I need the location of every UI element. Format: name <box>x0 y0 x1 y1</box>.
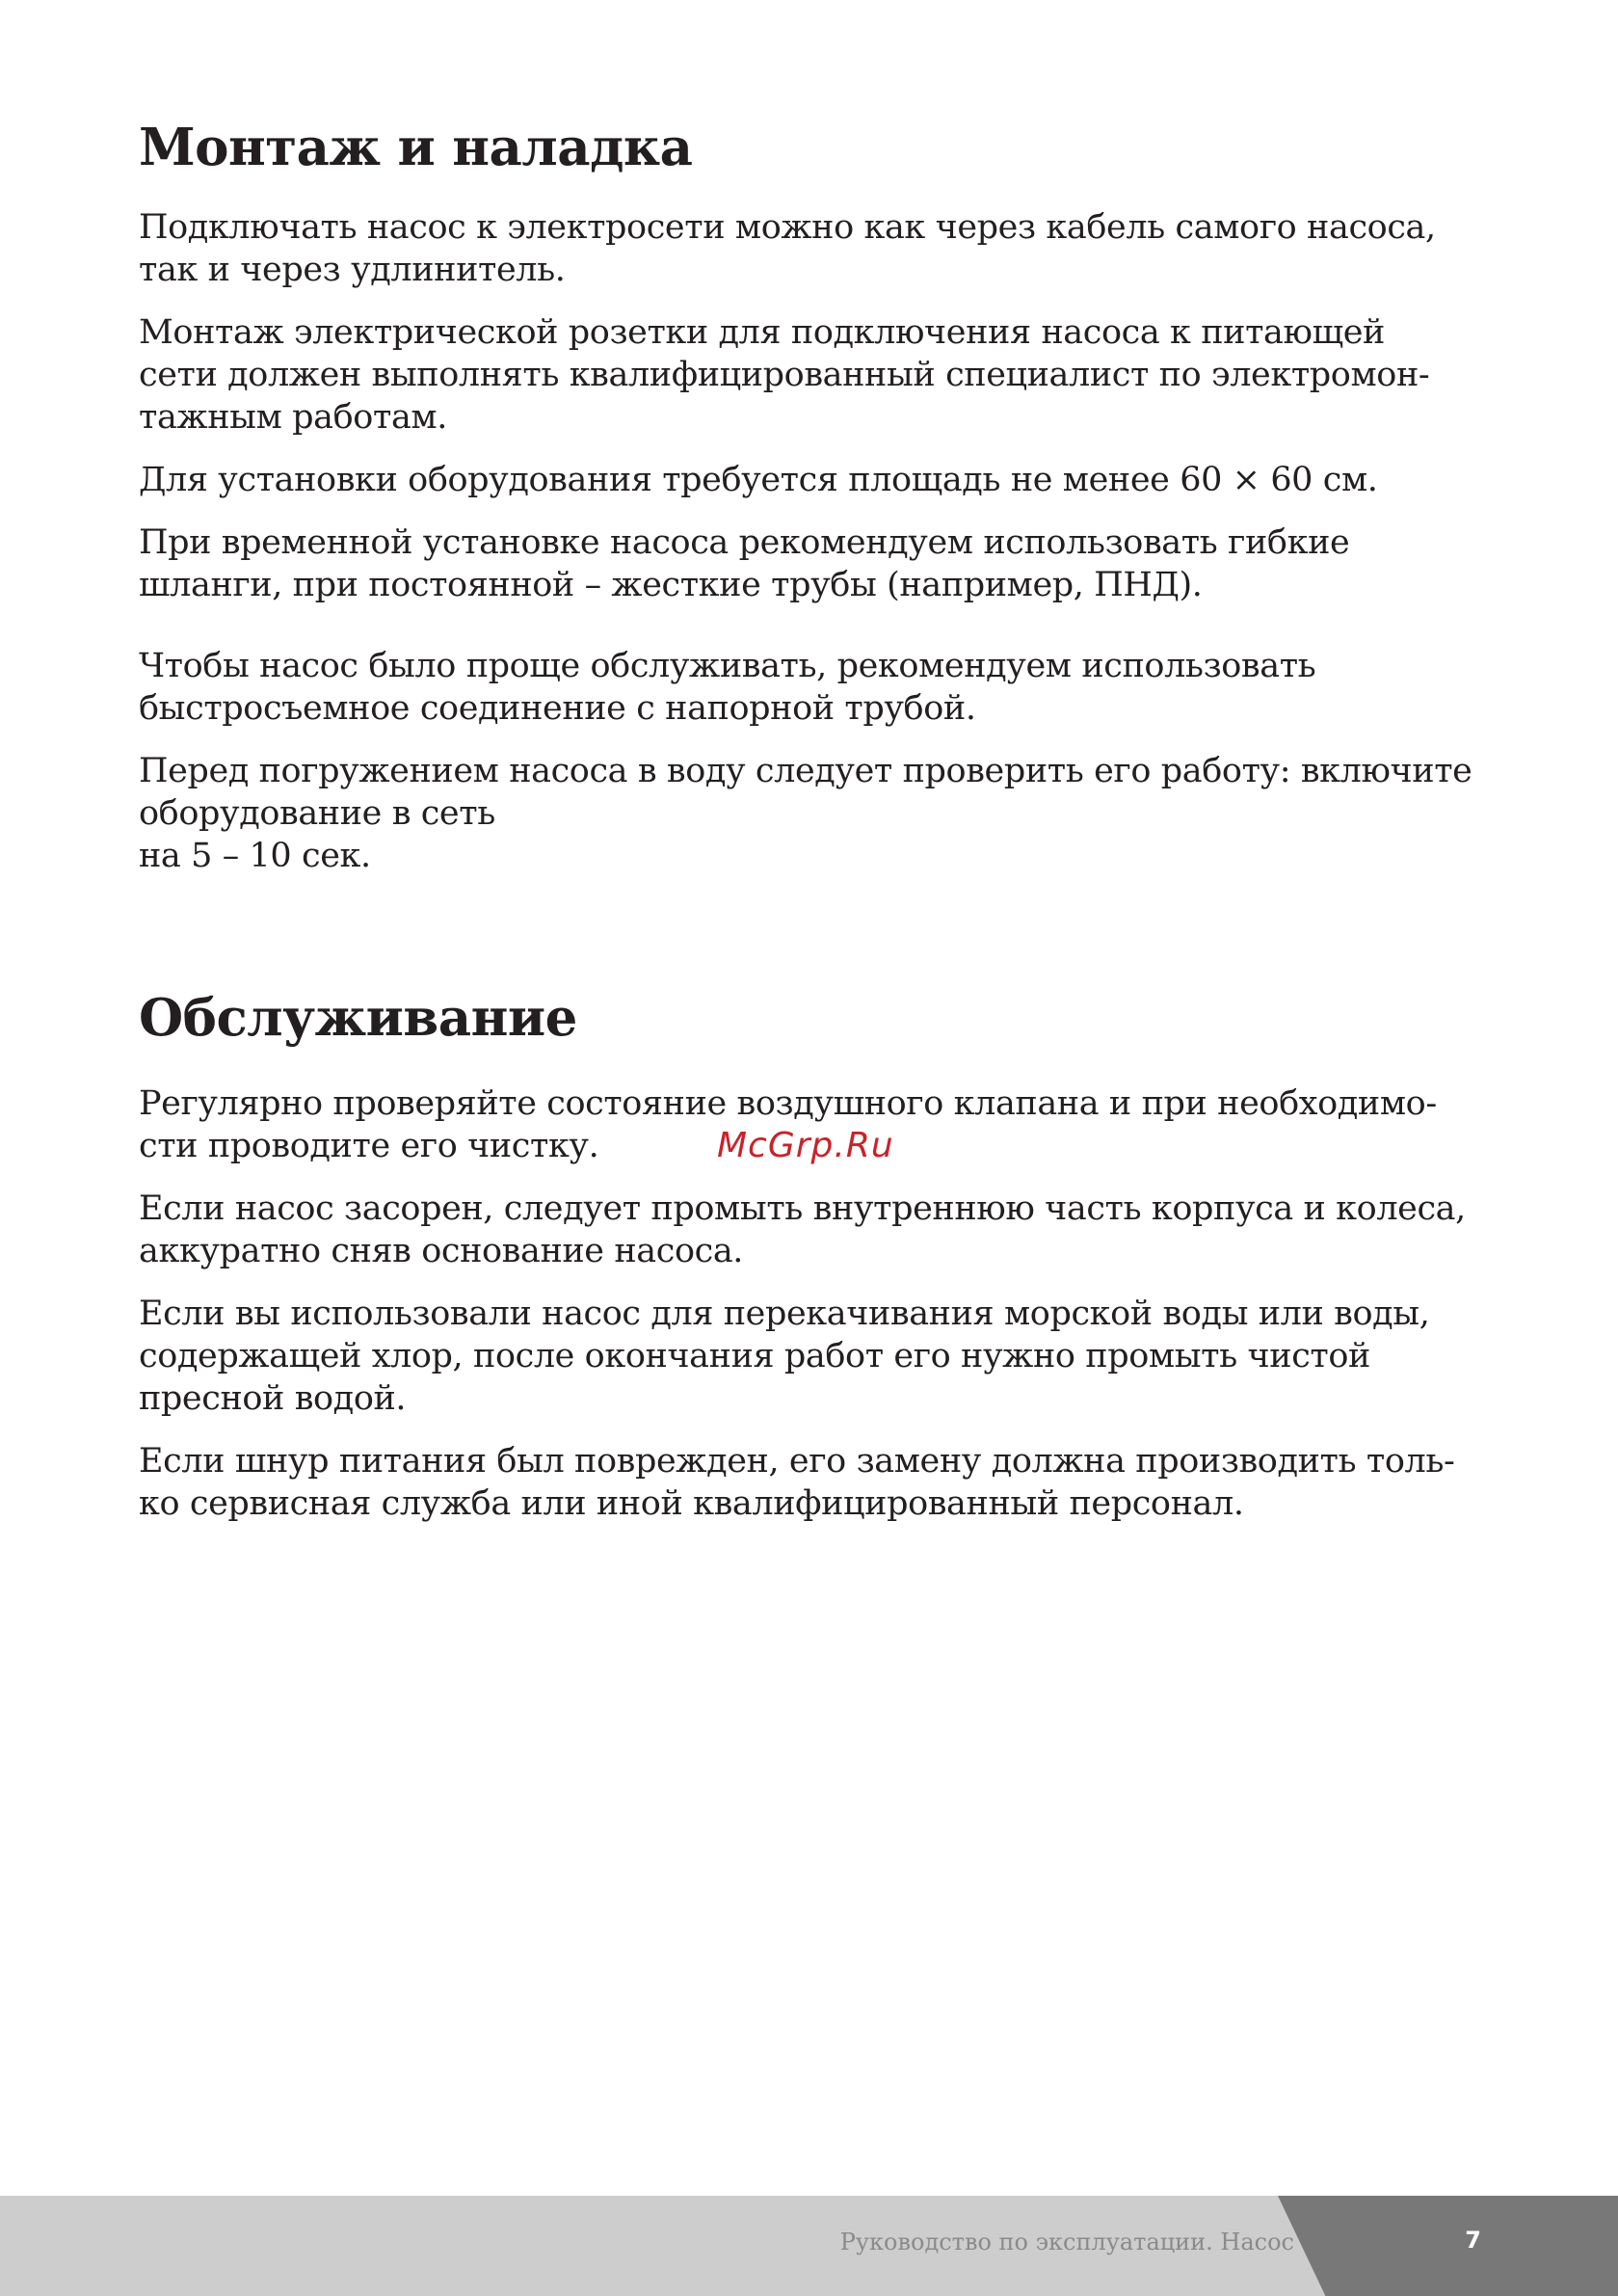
paragraph: Регулярно проверяйте состояние воздушного клапана и при необходимо- сти проводите его чистку. <box>139 1083 1437 1165</box>
watermark: McGrp.Ru <box>717 1126 894 1165</box>
paragraph: Если вы использовали насос для перекачивания морской воды или воды, содержащей хлор, после окончания работ его нужно промыть чистой пресной водой. <box>139 1294 1430 1418</box>
page-footer <box>0 2196 1618 2296</box>
footer-accent <box>1278 2196 1618 2296</box>
paragraph: Для установки оборудования требуется площадь не менее 60 × 60 см. <box>139 460 1378 499</box>
section-maintenance <box>139 988 1488 1545</box>
footer-title: Руководство по эксплуатации. Насос <box>839 2229 1294 2256</box>
section-installation <box>139 118 1488 897</box>
paragraph: Если шнур питания был поврежден, его замену должна производить толь- ко сервисная служба или иной квалифицированный персонал. <box>139 1441 1455 1523</box>
paragraph: Монтаж электрической розетки для подключения насоса к питающей сети должен выполнять квалифицированный специалист по электромон- тажным работам. <box>139 312 1430 437</box>
section-title-maintenance: Обслуживание <box>139 988 577 1048</box>
section-title-installation: Монтаж и наладка <box>139 118 693 177</box>
paragraph: Подключать насос к электросети можно как через кабель самого насоса, так и через удлинитель. <box>139 207 1436 289</box>
paragraph: Чтобы насос было проще обслуживать, рекомендуем использовать быстросъемное соединение с напорной трубой. <box>139 646 1316 728</box>
paragraph: При временной установке насоса рекомендуем использовать гибкие шланги, при постоянной – жесткие трубы (например, ПНД). <box>139 522 1350 604</box>
paragraph: Если насос засорен, следует промыть внутреннюю часть корпуса и колеса, аккуратно сняв основание насоса. <box>139 1188 1466 1270</box>
paragraph: Перед погружением насоса в воду следует проверить его работу: включите оборудование в сеть на 5 – 10 сек. <box>139 751 1472 875</box>
page-number: 7 <box>1465 2227 1481 2254</box>
